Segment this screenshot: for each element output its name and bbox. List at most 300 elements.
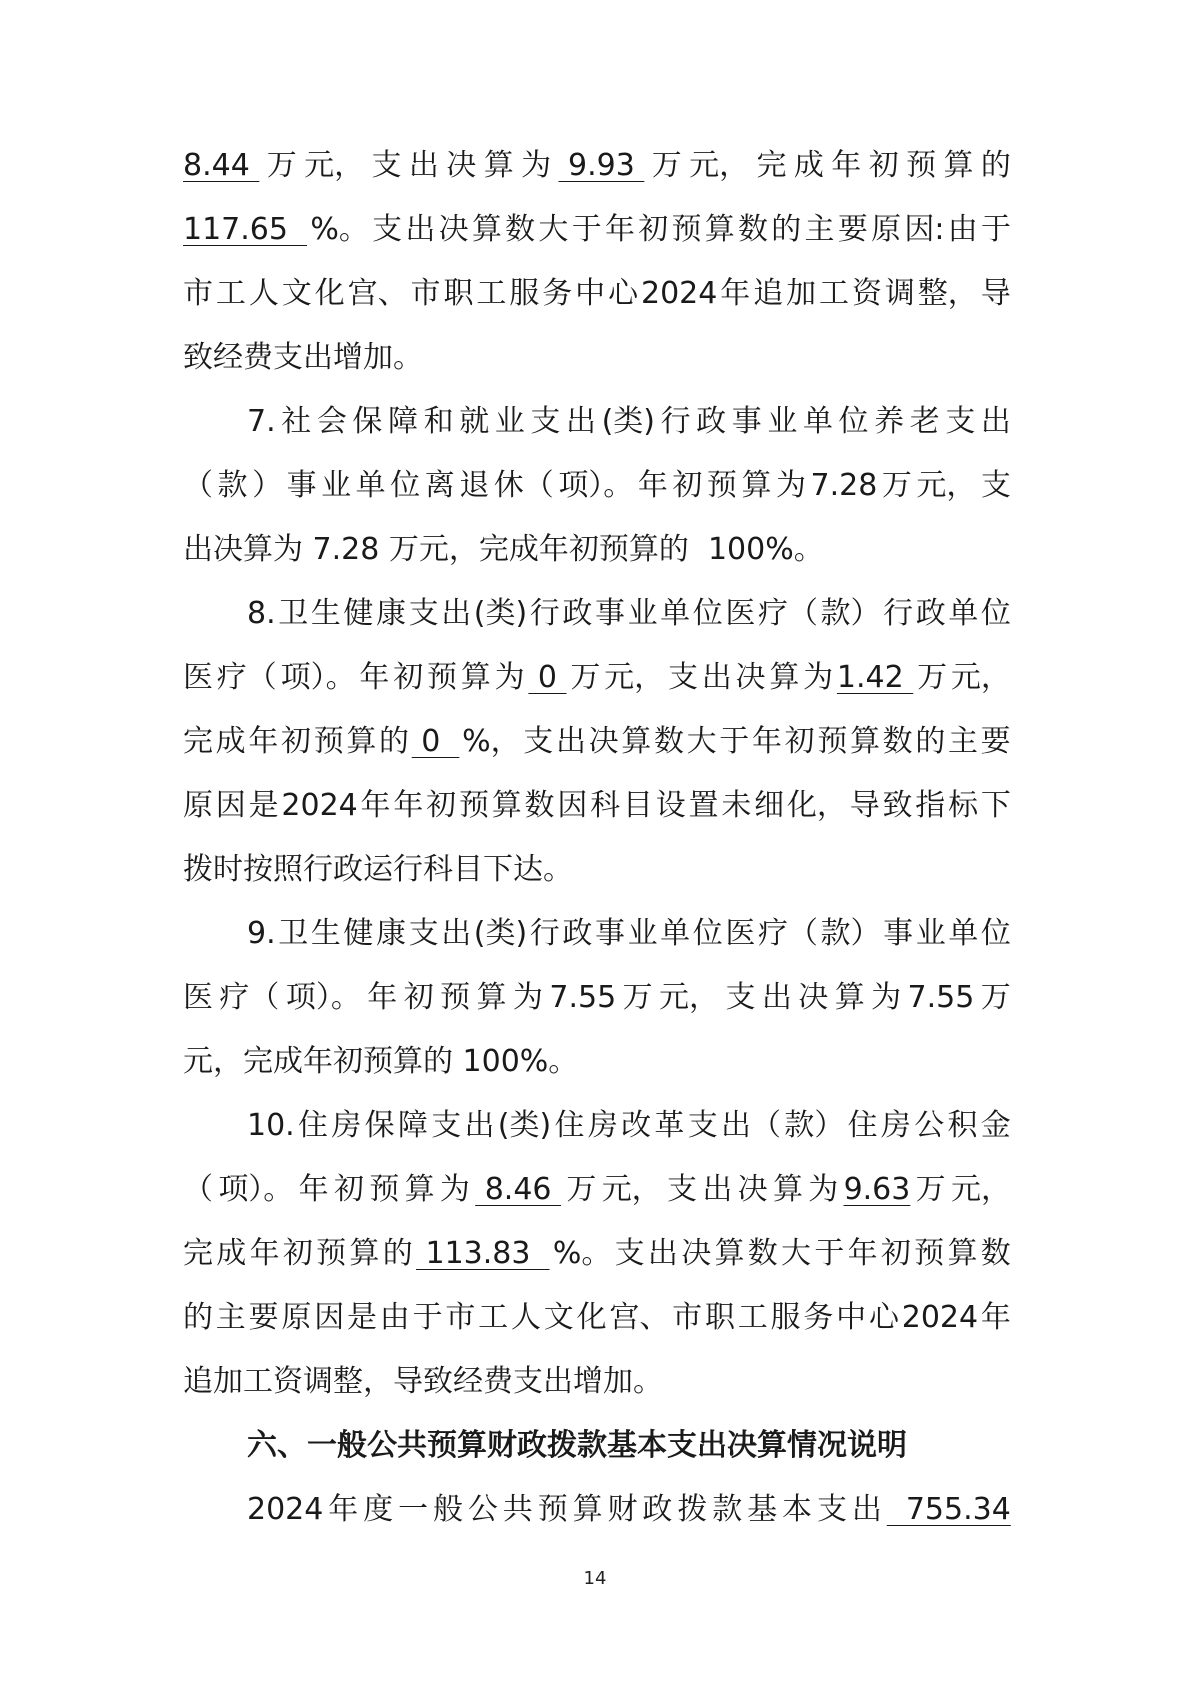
text-segment: 单 — [355, 468, 386, 503]
paragraph-line — [183, 326, 1011, 390]
paragraph-line — [183, 1350, 1011, 1414]
text-segment: 万 — [266, 148, 297, 183]
text-segment: 位 — [980, 596, 1011, 631]
underlined-value: 0 — [411, 724, 460, 759]
text-segment: 决 — [681, 1236, 712, 1271]
underlined-value: 9.93 — [558, 148, 645, 183]
text-segment: 工 — [819, 276, 850, 311]
paragraph-line — [183, 1222, 1011, 1286]
text-segment: 于 — [571, 212, 602, 247]
text-segment: 初 — [638, 212, 669, 247]
text-segment: 业 — [915, 916, 946, 951]
text-segment: 业 — [321, 468, 352, 503]
text-segment: 项）。 — [285, 980, 361, 1015]
text-segment: 预 — [537, 1492, 568, 1527]
text-segment: 疗（ — [757, 596, 818, 631]
text-segment: 化， — [786, 788, 847, 823]
text-segment: 主 — [215, 1300, 246, 1335]
text-segment: 革 — [654, 1108, 685, 1143]
text-segment: 预 — [817, 724, 848, 759]
text-segment: 算 — [483, 148, 514, 183]
text-segment: 要 — [837, 212, 868, 247]
text-segment: 职 — [443, 276, 474, 311]
text-segment: 休（ — [493, 468, 554, 503]
text-segment: 医 — [183, 660, 213, 695]
text-segment: 行 — [883, 596, 914, 631]
text-segment: 项）。 — [558, 468, 634, 503]
text-segment: 元， — [604, 660, 665, 695]
text-segment: 出 — [980, 404, 1011, 439]
text-segment: 完 — [183, 1236, 213, 1271]
text-segment: 健 — [343, 596, 374, 631]
text-segment: 工 — [478, 1300, 509, 1335]
text-segment: 算 — [404, 1172, 435, 1207]
text-segment: 事 — [883, 916, 914, 951]
text-segment: 房 — [331, 1108, 362, 1143]
paragraph-line — [183, 262, 1011, 326]
text-segment: 预 — [706, 468, 737, 503]
text-segment: 行 — [529, 916, 560, 951]
text-segment: 算 — [704, 212, 735, 247]
text-segment: 原 — [183, 788, 213, 823]
text-segment: 会 — [316, 404, 347, 439]
text-segment: ） — [252, 468, 283, 503]
text-segment: 心 — [868, 1300, 899, 1335]
text-segment: 算 — [349, 1236, 380, 1271]
text-segment: 化 — [314, 276, 345, 311]
text-segment: 款） — [784, 1108, 845, 1143]
text-segment: 障 — [397, 1108, 428, 1143]
text-segment: 共 — [502, 1492, 533, 1527]
text-segment: 下 — [980, 788, 1011, 823]
text-segment: 离 — [424, 468, 455, 503]
text-segment: 款 — [712, 1492, 743, 1527]
paragraph-line — [183, 646, 1011, 710]
text-segment: 为 — [871, 980, 902, 1015]
text-segment: 出 — [408, 148, 439, 183]
text-segment: 支 — [816, 1492, 847, 1527]
text-segment: 房 — [587, 1108, 618, 1143]
text-segment: 项）。 — [280, 660, 356, 695]
text-segment: 行 — [660, 404, 691, 439]
paragraph-line — [183, 198, 1011, 262]
text-segment: 年 — [298, 1172, 329, 1207]
text-segment: 单 — [948, 916, 979, 951]
underlined-value: 755.34 — [886, 1492, 1011, 1527]
text-segment: 算 — [471, 212, 502, 247]
text-segment: 算 — [714, 1236, 745, 1271]
text-segment: 支 — [725, 980, 756, 1015]
text-segment: 位 — [838, 404, 869, 439]
text-segment: 文 — [543, 1300, 574, 1335]
text-segment: 工 — [737, 1300, 768, 1335]
text-segment: 数 — [653, 724, 684, 759]
text-segment: 保 — [352, 404, 383, 439]
underlined-value: 1.42 — [836, 660, 914, 695]
text-segment: 调 — [884, 276, 915, 311]
text-segment: 宫、 — [609, 1300, 670, 1335]
text-segment: 出 — [464, 1108, 495, 1143]
text-segment: 于 — [814, 1236, 845, 1271]
text-segment: 工 — [476, 276, 507, 311]
text-segment: 基 — [747, 1492, 778, 1527]
text-segment: 要 — [980, 724, 1011, 759]
text-segment: 主 — [948, 724, 978, 759]
text-segment: 卫 — [278, 596, 309, 631]
text-segment: 预 — [671, 212, 702, 247]
text-segment: 单 — [660, 916, 691, 951]
text-segment: 社 — [281, 404, 312, 439]
text-segment: 预 — [440, 980, 471, 1015]
text-segment: 预 — [458, 788, 489, 823]
text-segment: 出（ — [721, 1108, 781, 1143]
text-segment: 中 — [836, 1300, 867, 1335]
text-segment: 业 — [627, 916, 658, 951]
text-segment: 为 — [775, 468, 806, 503]
text-segment: 数 — [747, 1236, 778, 1271]
text-segment: 位 — [692, 916, 723, 951]
text-segment: 退 — [459, 468, 490, 503]
text-segment: 追加工资调整，导致经费支出增加。 — [183, 1364, 663, 1399]
text-segment: 7. — [247, 404, 276, 439]
text-segment: 2024 — [901, 1300, 979, 1335]
text-segment: 万 — [570, 660, 601, 695]
text-segment: 为 — [439, 1172, 470, 1207]
text-segment: 初 — [403, 980, 434, 1015]
text-segment: 出 — [702, 1172, 733, 1207]
text-segment: 积 — [947, 1108, 978, 1143]
text-segment: 年 — [393, 788, 424, 823]
text-segment: （ — [183, 1172, 213, 1207]
text-segment: 决 — [735, 660, 766, 695]
paragraph-line — [183, 838, 1011, 902]
text-segment: 位 — [692, 596, 723, 631]
text-segment: 支 — [523, 724, 554, 759]
text-segment: 万 — [980, 980, 1011, 1015]
text-segment: 工 — [215, 276, 246, 311]
text-segment: (类) — [473, 916, 528, 951]
paragraph-line — [183, 134, 1011, 198]
text-segment: 年 — [604, 212, 635, 247]
text-segment: 数 — [524, 788, 555, 823]
text-segment: 算 — [621, 724, 652, 759]
text-segment: 住 — [554, 1108, 585, 1143]
text-segment: 7.55 — [549, 980, 617, 1015]
text-segment: 为 — [808, 1172, 839, 1207]
text-segment: 科 — [590, 788, 621, 823]
text-segment: 完 — [756, 148, 787, 183]
text-segment: 成 — [793, 148, 824, 183]
paragraph-line — [183, 1286, 1011, 1350]
text-segment: 出 — [405, 212, 436, 247]
text-segment: 主 — [804, 212, 835, 247]
text-segment: 万 — [917, 660, 948, 695]
text-segment: 医 — [183, 980, 213, 1015]
text-segment: 原 — [871, 212, 902, 247]
text-segment: 年 — [831, 148, 862, 183]
text-segment: 算 — [947, 1236, 978, 1271]
text-segment: 致 — [882, 788, 913, 823]
text-segment: 2024 — [281, 788, 358, 823]
text-segment: 元， — [689, 148, 750, 183]
paragraph-line — [183, 902, 1011, 966]
text-segment: 7.55 — [907, 980, 975, 1015]
text-segment: 一 — [398, 1492, 429, 1527]
text-segment: 目 — [622, 788, 653, 823]
text-segment: 业 — [767, 404, 798, 439]
text-segment: 生 — [310, 916, 341, 951]
text-segment: 疗（ — [216, 660, 277, 695]
text-segment: 大 — [781, 1236, 812, 1271]
text-segment: 年 — [751, 724, 782, 759]
text-segment: 业 — [627, 596, 658, 631]
text-segment: 就 — [459, 404, 490, 439]
text-segment: 出决算为 7.28 万元，完成年初预算的 100%。 — [183, 532, 824, 567]
text-segment: 未 — [721, 788, 752, 823]
text-segment: 和 — [423, 404, 454, 439]
text-segment: 支 — [945, 404, 976, 439]
text-segment: 款） — [820, 916, 881, 951]
text-segment: 业 — [494, 404, 525, 439]
text-segment: 位 — [980, 916, 1011, 951]
text-segment: 元， — [950, 1172, 1011, 1207]
text-segment: 预 — [313, 724, 344, 759]
paragraph-line — [183, 390, 1011, 454]
underlined-value: 113.83 — [415, 1236, 550, 1271]
text-segment: 算 — [943, 148, 974, 183]
text-segment: 决 — [588, 724, 619, 759]
section-heading — [183, 1414, 1011, 1478]
text-segment: 康 — [376, 596, 406, 631]
text-segment: 决 — [798, 980, 829, 1015]
text-segment: 年 — [328, 1492, 359, 1527]
text-segment: 事 — [286, 468, 317, 503]
text-segment: 初 — [281, 724, 312, 759]
text-segment: 公 — [467, 1492, 498, 1527]
paragraph-line — [183, 966, 1011, 1030]
text-segment: 出 — [565, 404, 596, 439]
paragraph-line — [183, 710, 1011, 774]
text-segment: 出 — [647, 1236, 678, 1271]
text-segment: 支 — [408, 596, 439, 631]
page-number: 14 — [583, 1568, 607, 1589]
text-segment: 初 — [333, 1172, 364, 1207]
paragraph-line — [183, 1030, 1011, 1094]
text-segment: 初 — [282, 1236, 313, 1271]
text-segment: 万 — [881, 468, 912, 503]
text-segment: 指 — [915, 788, 946, 823]
text-segment: 支 — [431, 1108, 462, 1143]
text-segment: 由 — [947, 212, 978, 247]
text-segment: 万 — [566, 1172, 597, 1207]
text-segment: 元， — [950, 660, 1011, 695]
text-segment: 度 — [363, 1492, 394, 1527]
text-segment: 是 — [248, 788, 279, 823]
text-segment: 初 — [784, 724, 815, 759]
text-segment: 化 — [576, 1300, 607, 1335]
text-segment: 数 — [980, 1236, 1011, 1271]
text-segment: 款 — [217, 468, 248, 503]
text-segment: 预 — [369, 1172, 400, 1207]
text-segment: 支 — [687, 1108, 718, 1143]
text-segment: 单 — [948, 596, 979, 631]
text-segment: 单 — [660, 596, 691, 631]
text-segment: 决 — [446, 148, 477, 183]
text-segment: 10. — [247, 1108, 295, 1143]
text-segment: 务 — [542, 276, 573, 311]
text-segment: 2024 — [640, 276, 718, 311]
text-segment: 导 — [849, 788, 880, 823]
text-segment: 事 — [731, 404, 762, 439]
text-segment: 心 — [608, 276, 639, 311]
text-segment: 的 — [382, 1236, 413, 1271]
text-segment: 设 — [655, 788, 686, 823]
text-segment: 出 — [441, 596, 472, 631]
text-segment: 市 — [183, 276, 213, 311]
text-segment: 元， — [659, 980, 720, 1015]
text-segment: 的 — [771, 212, 802, 247]
text-segment: 市 — [445, 1300, 476, 1335]
text-segment: 因 — [215, 788, 246, 823]
text-segment: 市 — [410, 276, 441, 311]
text-segment: 因 — [557, 788, 588, 823]
text-segment: 为 — [494, 660, 525, 695]
text-segment: (类) — [473, 596, 528, 631]
text-segment: 行 — [529, 596, 560, 631]
text-segment: 中 — [575, 276, 606, 311]
text-segment: 算 — [849, 724, 880, 759]
text-segment: 宫、 — [347, 276, 408, 311]
underlined-value: 8.44 — [183, 148, 260, 183]
text-segment: 加 — [786, 276, 817, 311]
text-segment: 的 — [183, 1300, 213, 1335]
text-segment: %。 — [310, 212, 369, 247]
text-segment: 元， — [304, 148, 365, 183]
text-segment: 支 — [371, 148, 402, 183]
text-segment: 数 — [505, 212, 536, 247]
text-segment: 算 — [834, 980, 865, 1015]
text-segment: 决 — [438, 212, 469, 247]
text-segment: %。 — [552, 1236, 612, 1271]
text-segment: 康 — [376, 916, 406, 951]
text-segment: 款） — [820, 596, 881, 631]
text-segment: 务 — [803, 1300, 834, 1335]
text-segment: 服 — [770, 1300, 801, 1335]
text-segment: 服 — [509, 276, 540, 311]
text-segment: (类) — [497, 1108, 552, 1143]
text-segment: 出 — [701, 660, 732, 695]
text-segment: 疗（ — [757, 916, 818, 951]
text-segment: 细 — [754, 788, 785, 823]
text-segment: 7.28 — [810, 468, 878, 503]
text-segment: 金 — [980, 1108, 1011, 1143]
text-segment: 出 — [441, 916, 472, 951]
text-segment: %， — [462, 724, 521, 759]
text-segment: 万 — [651, 148, 682, 183]
text-segment: 预 — [426, 660, 457, 695]
text-segment: 成 — [215, 724, 246, 759]
text-segment: 数 — [738, 212, 769, 247]
text-segment: 元，完成年初预算的 100%。 — [183, 1044, 579, 1079]
text-segment: 政 — [642, 1492, 673, 1527]
text-segment: 于 — [980, 212, 1011, 247]
document-body — [183, 134, 1011, 1542]
text-segment: 政 — [915, 596, 946, 631]
text-segment: 项）。 — [218, 1172, 294, 1207]
text-segment: 初 — [393, 660, 424, 695]
text-segment: 元， — [916, 468, 977, 503]
text-segment: 单 — [802, 404, 833, 439]
text-segment: 房 — [880, 1108, 911, 1143]
text-segment: 要 — [248, 1300, 279, 1335]
text-segment: 公 — [914, 1108, 945, 1143]
text-segment: 大 — [538, 212, 569, 247]
text-segment: 算 — [769, 660, 800, 695]
text-segment: 人 — [510, 1300, 541, 1335]
text-segment: 拨时按照行政运行科目下达。 — [183, 852, 573, 887]
text-segment: 初 — [426, 788, 457, 823]
text-segment: 老 — [909, 404, 940, 439]
text-segment: 住 — [298, 1108, 329, 1143]
text-segment: 为 — [521, 148, 552, 183]
text-segment: 本 — [782, 1492, 813, 1527]
text-segment: 导 — [980, 276, 1011, 311]
text-segment: 事 — [594, 596, 625, 631]
text-segment: 初 — [880, 1236, 911, 1271]
text-segment: 的 — [980, 148, 1011, 183]
text-segment: 改 — [621, 1108, 652, 1143]
paragraph-line — [183, 582, 1011, 646]
paragraph-line — [183, 518, 1011, 582]
text-segment: 置 — [688, 788, 719, 823]
text-segment: 般 — [432, 1492, 463, 1527]
text-segment: 出 — [555, 724, 586, 759]
text-segment: 成 — [216, 1236, 247, 1271]
text-segment: 年 — [248, 724, 279, 759]
underlined-value: 8.46 — [475, 1172, 562, 1207]
text-segment: 决 — [737, 1172, 768, 1207]
text-segment: 因 — [314, 1300, 345, 1335]
text-segment: 算 — [772, 1172, 803, 1207]
text-segment: 支 — [667, 1172, 697, 1207]
text-segment: 医 — [725, 596, 756, 631]
text-segment: 年 — [637, 468, 668, 503]
text-segment: 预 — [906, 148, 937, 183]
text-segment: 市 — [672, 1300, 703, 1335]
text-segment: 大 — [686, 724, 717, 759]
text-segment: 算 — [476, 980, 507, 1015]
text-segment: 支 — [408, 916, 439, 951]
text-segment: 2024 — [247, 1492, 324, 1527]
text-segment: 年 — [249, 1236, 280, 1271]
text-segment: 因: — [904, 212, 945, 247]
text-segment: 原 — [281, 1300, 312, 1335]
text-segment: 年 — [367, 980, 398, 1015]
paragraph-line — [183, 1158, 1011, 1222]
text-segment: 万 — [915, 1172, 946, 1207]
text-segment: 完 — [183, 724, 213, 759]
text-segment: 于 — [719, 724, 750, 759]
text-segment: 初 — [868, 148, 899, 183]
text-segment: 生 — [310, 596, 341, 631]
text-segment: 致经费支出增加。 — [183, 340, 423, 375]
text-segment: 位 — [390, 468, 421, 503]
text-segment: 预 — [914, 1236, 945, 1271]
text-segment: 算 — [741, 468, 772, 503]
text-segment: 元， — [601, 1172, 662, 1207]
text-segment: 支 — [980, 468, 1011, 503]
text-segment: 出 — [851, 1492, 882, 1527]
